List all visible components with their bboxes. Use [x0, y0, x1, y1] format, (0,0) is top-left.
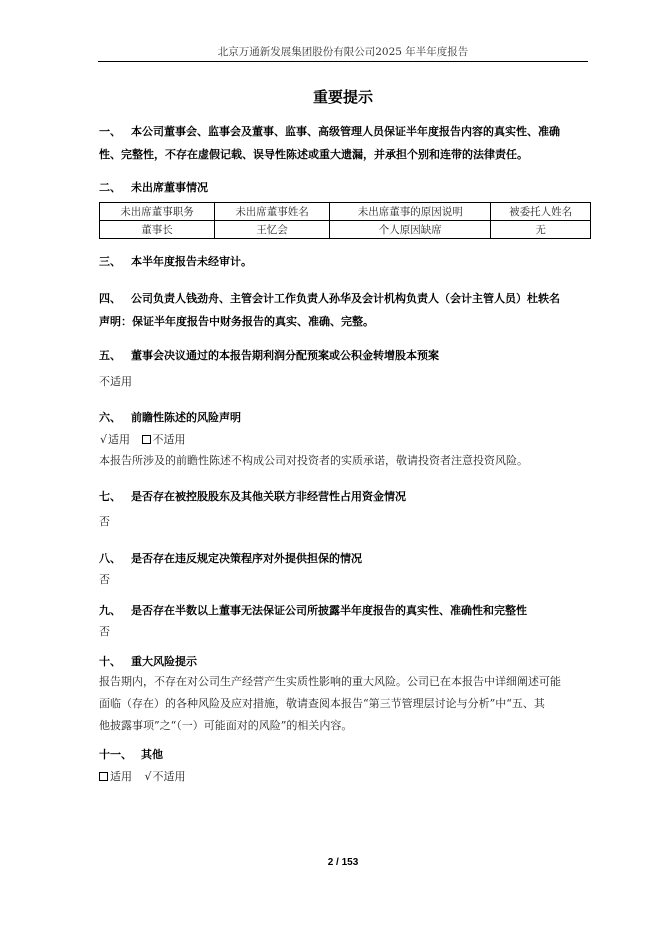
- section-4-text-2: 声明：保证半年度报告中财务报告的真实、准确、完整。: [99, 315, 374, 328]
- empty-checkbox-icon: [142, 435, 151, 444]
- applicable-label: 适用: [108, 433, 131, 446]
- section-8-answer: 否: [99, 573, 110, 586]
- section-10-heading: [99, 650, 591, 673]
- not-applicable-label: 不适用: [152, 770, 186, 783]
- applicable-option: [99, 770, 132, 783]
- table-header-cell: 未出席董事姓名: [215, 203, 330, 221]
- section-9-answer: 否: [99, 625, 110, 638]
- section-10-number: 十、: [99, 655, 121, 668]
- section-1-line-1: [99, 120, 591, 143]
- table-header-cell: 被委托人姓名: [491, 203, 591, 221]
- section-6-options: [99, 429, 591, 450]
- table-row: [100, 221, 591, 239]
- section-11-number: 十一、: [99, 748, 132, 761]
- section-9-heading: [99, 599, 591, 622]
- section-8-heading: [99, 547, 591, 570]
- section-7-number: 七、: [99, 490, 121, 503]
- section-10-body: [99, 671, 591, 737]
- section-4-number: 四、: [99, 292, 121, 305]
- section-3-number: 三、: [99, 255, 121, 268]
- section-10-text: 重大风险提示: [131, 655, 197, 668]
- section-11-options: [99, 766, 591, 787]
- section-4-line-1: [99, 287, 591, 310]
- running-header: 北京万通新发展集团股份有限公司2025 年半年度报告: [217, 46, 469, 58]
- section-5-answer: 不适用: [99, 375, 132, 388]
- section-8-text: 是否存在违反规定决策程序对外提供担保的情况: [131, 552, 362, 565]
- table-header-cell: 未出席董事职务: [100, 203, 215, 221]
- section-1-text-1: 本公司董事会、监事会及董事、监事、高级管理人员保证半年度报告内容的真实性、准确: [131, 125, 560, 138]
- absent-directors-table: [99, 202, 591, 239]
- section-1: [99, 120, 591, 166]
- section-7-answer: 否: [99, 515, 110, 528]
- not-applicable-option: [144, 770, 186, 783]
- section-2-heading: [99, 176, 591, 199]
- section-11-text: 其他: [141, 748, 163, 761]
- table-header-row: [100, 203, 591, 221]
- section-1-number: 一、: [99, 125, 121, 138]
- section-10-line-1: 报告期内，不存在对公司生产经营产生实质性影响的重大风险。公司已在本报告中详细阐述可能: [99, 675, 561, 688]
- page-title: 重要提示: [312, 88, 373, 106]
- section-4-text-1: 公司负责人钱劲舟、主管会计工作负责人孙华及会计机构负责人（会计主管人员）杜轶名: [131, 292, 560, 305]
- section-1-text-2: 性、完整性，不存在虚假记载、误导性陈述或重大遗漏，并承担个别和连带的法律责任。: [99, 148, 528, 161]
- section-7-heading: [99, 485, 591, 508]
- section-9-text: 是否存在半数以上董事无法保证公司所披露半年度报告的真实性、准确性和完整性: [131, 604, 527, 617]
- section-6-text: 前瞻性陈述的风险声明: [131, 411, 241, 424]
- table-cell: 王忆会: [215, 221, 330, 239]
- section-4: [99, 287, 591, 333]
- table-cell: 无: [491, 221, 591, 239]
- section-6-body: 本报告所涉及的前瞻性陈述不构成公司对投资者的实质承诺，敬请投资者注意投资风险。: [99, 454, 528, 467]
- section-3-heading: [99, 250, 591, 273]
- section-5-text: 董事会决议通过的本报告期利润分配预案或公积金转增股本预案: [131, 349, 439, 362]
- section-5-heading: [99, 344, 591, 367]
- section-10-line-2: 面临（存在）的各种风险及应对措施，敬请查阅本报告“第三节管理层讨论与分析”中“五、其: [99, 697, 545, 710]
- checkmark-icon: √: [100, 433, 108, 446]
- section-11-heading: [99, 743, 591, 766]
- applicable-option: [99, 433, 130, 446]
- not-applicable-label: 不适用: [152, 433, 186, 446]
- checkmark-icon: √: [144, 770, 152, 783]
- table-header-cell: 未出席董事的原因说明: [330, 203, 491, 221]
- section-3-text: 本半年度报告未经审计。: [131, 255, 252, 268]
- table-cell: 董事长: [100, 221, 215, 239]
- section-8-number: 八、: [99, 552, 121, 565]
- section-6-number: 六、: [99, 411, 121, 424]
- section-2-number: 二、: [99, 181, 121, 194]
- table-cell: 个人原因缺席: [330, 221, 491, 239]
- section-7-text: 是否存在被控股股东及其他关联方非经营性占用资金情况: [131, 490, 406, 503]
- section-10-line-3: 他披露事项”之“（一）可能面对的风险”的相关内容。: [99, 719, 353, 732]
- empty-checkbox-icon: [99, 772, 108, 781]
- section-9-number: 九、: [99, 604, 121, 617]
- applicable-label: 适用: [110, 770, 132, 783]
- header-rule: [98, 61, 588, 62]
- page-number: 2 / 153: [327, 857, 359, 868]
- section-5-number: 五、: [99, 349, 121, 362]
- section-6-heading: [99, 406, 591, 429]
- section-2-text: 未出席董事情况: [131, 181, 208, 194]
- not-applicable-option: [142, 433, 186, 446]
